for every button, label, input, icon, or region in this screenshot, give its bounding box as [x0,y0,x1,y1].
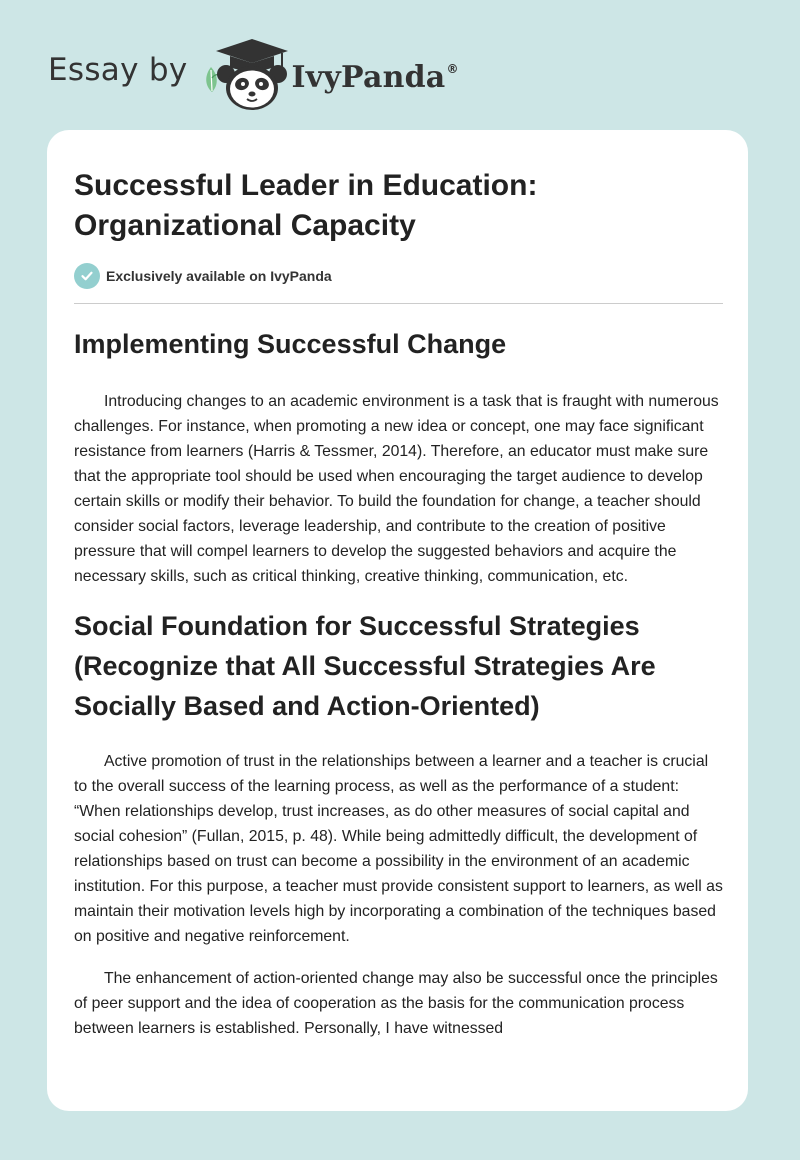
section-heading: Social Foundation for Successful Strategies (Recognize that All Successful Strategies Are Socially Based and Action-Oriented) [74,611,656,721]
brand-prefix: Essay by [48,52,188,88]
exclusive-badge [74,263,723,289]
divider [74,303,723,304]
section-heading: Implementing Successful Change [74,329,507,359]
site-brand[interactable] [48,34,459,114]
paragraph: The enhancement of action-oriented change may also be successful once the principles of peer support and the idea of cooperation as the basis for the communication process between learners is established. Personally, I have witnessed [74,970,718,1037]
brand-name: IvyPanda® [291,59,459,95]
exclusive-label: Exclusively available on IvyPanda [106,268,332,284]
essay-card [47,130,748,1111]
paragraph: Active promotion of trust in the relationships between a learner and a teacher is crucial to the overall success of the learning process, as well as the performance of a student: “When relationships develop, trust increases, as do other measures of social capital and social cohesion” (Fullan, 2015, p. 48). While being admittedly difficult, the development of relationships based on trust can become a possibility in the environment of an academic institution. For this purpose, a teacher must provide consistent support to learners, as well as maintain their motivation levels high by incorporating a combination of the techniques based on positive and negative reinforcement. [74,753,723,945]
panda-logo-icon [202,34,294,114]
check-circle-icon [74,263,100,289]
essay-title: Successful Leader in Education: Organizational Capacity [74,169,538,242]
essay-content [74,130,723,1041]
paragraph: Introducing changes to an academic environment is a task that is fraught with numerous challenges. For instance, when promoting a new idea or concept, one may face significant resistance from learners (Harris & Tessmer, 2014). Therefore, an educator must make sure that the appropriate tool should be used when encouraging the target audience to develop certain skills or modify their behavior. To build the foundation for change, a teacher should consider social factors, leverage leadership, and contribute to the creation of positive pressure that will compel learners to develop the suggested behaviors and acquire the necessary skills, such as critical thinking, creative thinking, communication, etc. [74,393,719,585]
